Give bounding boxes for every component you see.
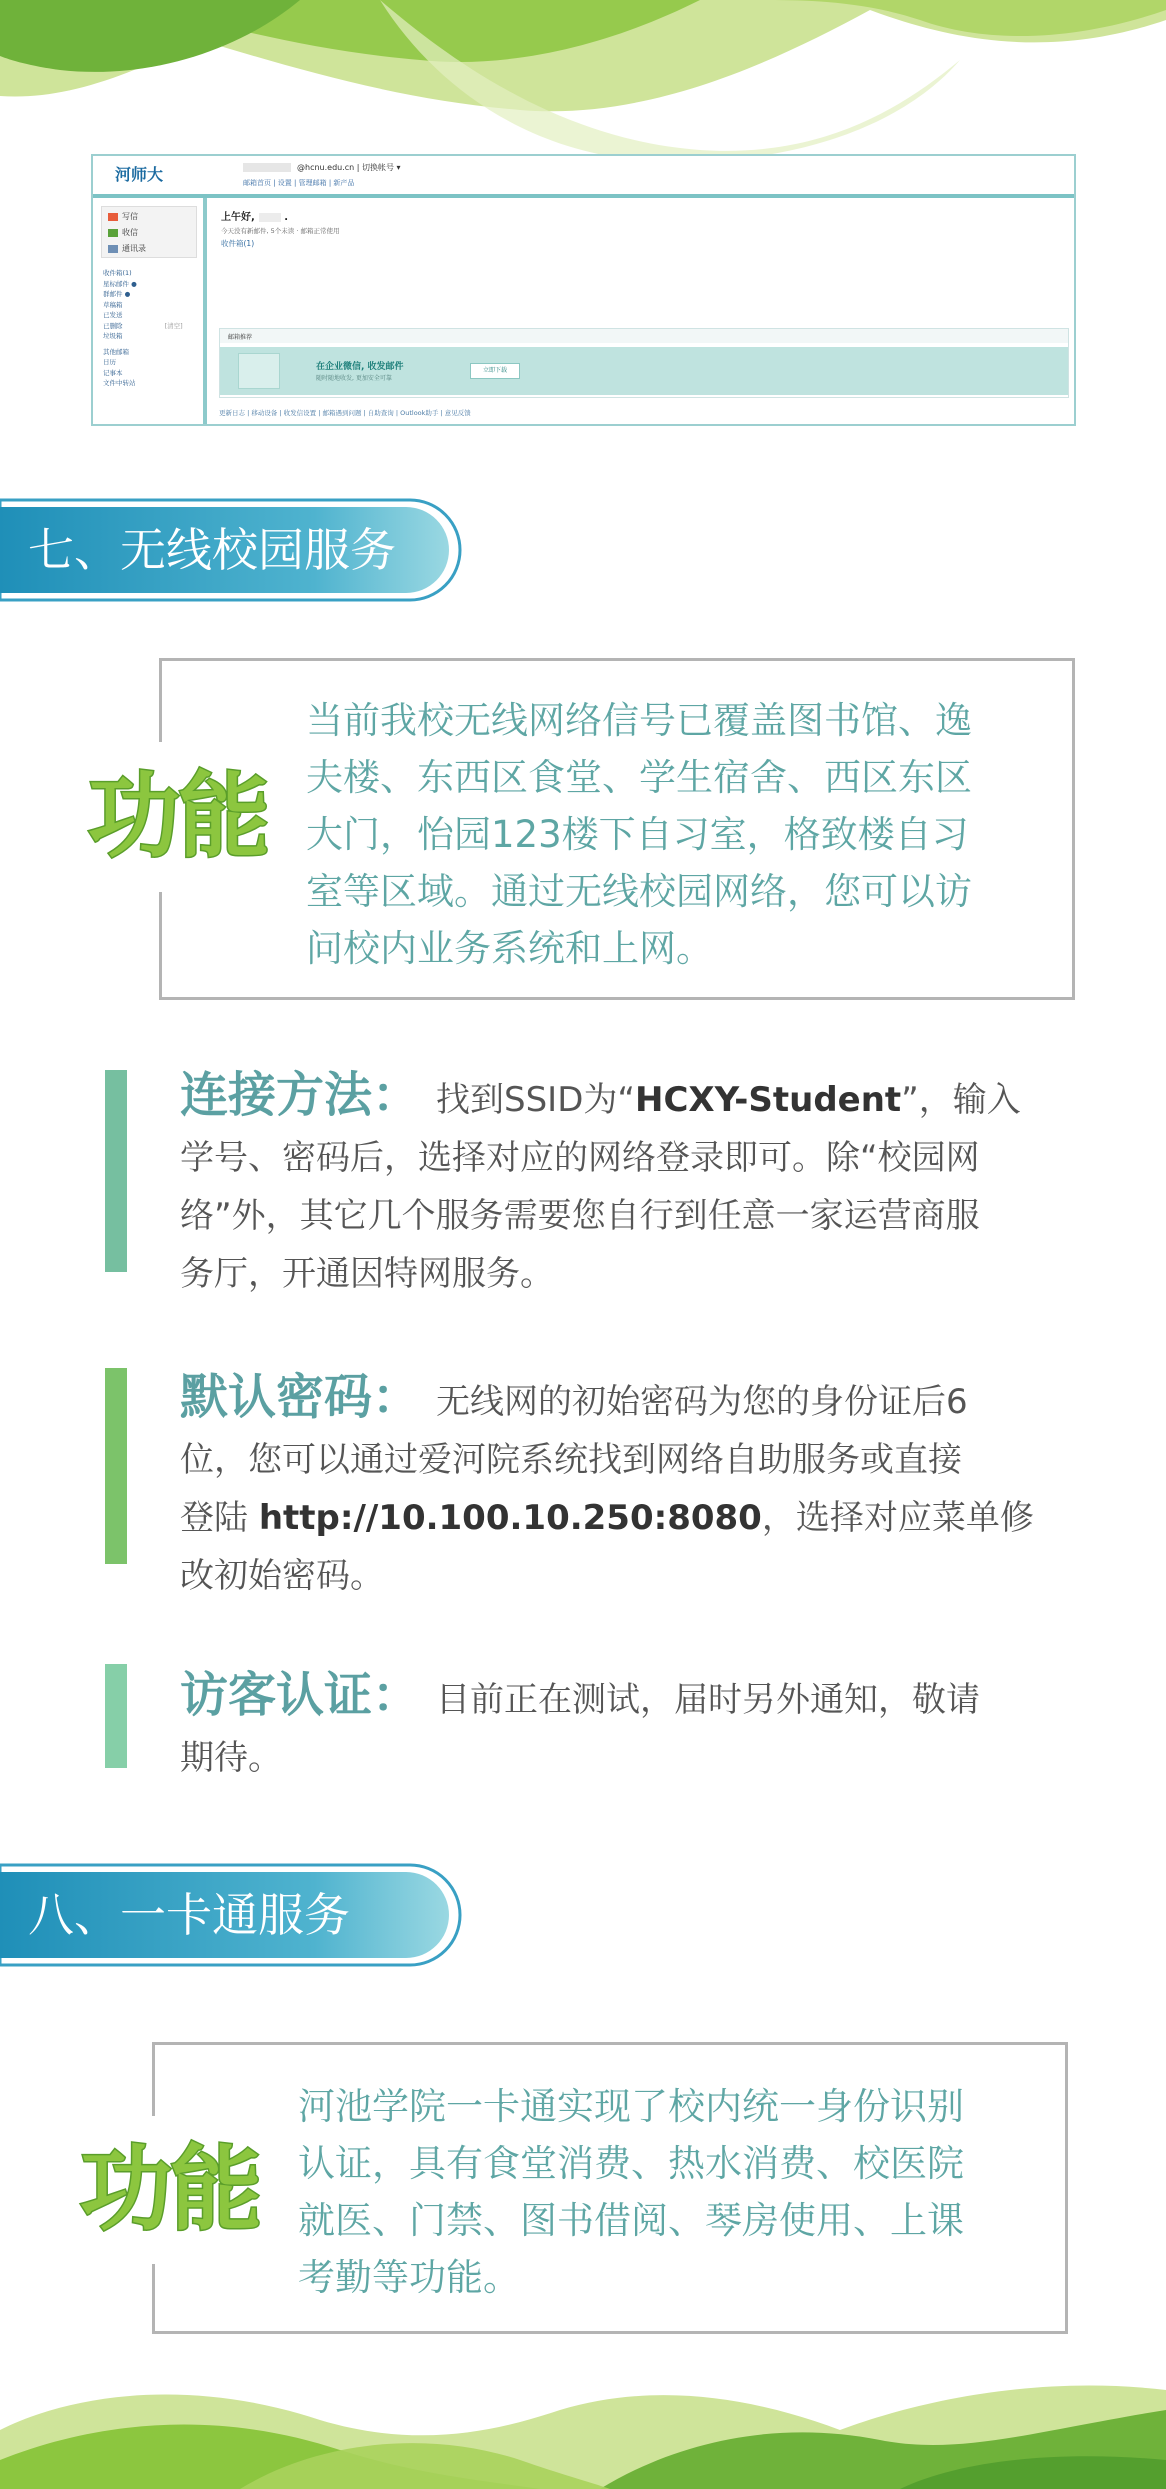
password-heading: 默认密码：: [180, 1369, 421, 1425]
section7-title: 七、无线校园服务: [28, 523, 396, 577]
default-password-block: 默认密码： 无线网的初始密码为您的身份证后6 位，您可以通过爱河院系统找到网络自助服务或直接 登陆 http://10.100.10.250:8080，选择对应菜单修 改初始密码。: [180, 1369, 1034, 1596]
mail-logo: 河师大: [115, 165, 164, 184]
visitor-accent-bar: [105, 1664, 127, 1768]
recommendation-title: 邮箱推荐: [220, 329, 1068, 343]
section8-function-label: 功能: [80, 2116, 270, 2264]
contacts-button[interactable]: 通讯录: [108, 243, 146, 254]
folder-item[interactable]: 已发送: [103, 311, 123, 319]
folder-item[interactable]: 草稿箱: [103, 300, 123, 309]
blurred-username: [243, 163, 291, 172]
folder-item[interactable]: 其他邮箱: [103, 347, 129, 356]
folder-item[interactable]: 已删除 [清空]: [103, 321, 183, 330]
email-client-screenshot: [91, 154, 1076, 426]
contacts-icon: [108, 245, 118, 253]
password-accent-bar: [105, 1368, 127, 1564]
mail-footer-links[interactable]: 更新日志 | 移动设备 | 收发信设置 | 邮箱遇到问题 | 自助查询 | Outlook助手 | 意见反馈: [219, 409, 471, 417]
sidebar-actions: [101, 206, 197, 258]
section7-function-label: 功能: [88, 742, 278, 892]
inbox-button[interactable]: 收信: [108, 227, 138, 238]
folder-item[interactable]: 星标邮件 ●: [103, 279, 137, 288]
visitor-auth-block: 访客认证： 目前正在测试，届时另外通知，敬请 期待。: [180, 1667, 981, 1778]
mail-sidebar: [93, 198, 207, 426]
greeting: 上午好, .: [221, 212, 289, 223]
mail-header: [93, 156, 1074, 198]
folder-item[interactable]: 日历: [103, 358, 116, 366]
section8-banner: [0, 1863, 462, 1967]
download-button[interactable]: 立即下载: [470, 363, 520, 379]
top-decoration: [0, 0, 1166, 160]
folder-item[interactable]: 群邮件 ●: [103, 290, 131, 298]
ssid-name: HCXY-Student: [635, 1080, 902, 1120]
recommendation-headline: 在企业微信, 收发邮件: [316, 362, 404, 372]
section8-function-text: 河池学院一卡通实现了校内统一身份识别 认证，具有食堂消费、热水消费、校医院 就医、门禁、图书借阅、琴房使用、上课 考勤等功能。: [298, 2085, 964, 2299]
mail-top-links[interactable]: 邮箱首页 | 设置 | 管理邮箱 | 新产品: [243, 179, 355, 187]
section8-title: 八、一卡通服务: [28, 1888, 350, 1942]
mail-status-line: 今天没有新邮件, 5个未读 · 邮箱正常使用: [221, 227, 340, 235]
recommendation-subtext: 随时随地收发, 更加安全可靠: [316, 375, 392, 382]
visitor-heading: 访客认证：: [180, 1667, 421, 1723]
compose-icon: [108, 213, 118, 221]
phone-illustration-icon: [238, 353, 280, 389]
connect-method-block: 连接方法： 找到SSID为“HCXY-Student”，输入 学号、密码后，选择对应的网络登录即可。除“校园网 络”外，其它几个服务需要您自行到任意一家运营商服 务厅，开通因特网服务。: [180, 1067, 1021, 1294]
folder-item[interactable]: 垃圾箱: [103, 332, 123, 340]
recommendation-banner: [220, 347, 1068, 395]
unread-link[interactable]: 收件箱(1): [221, 239, 255, 248]
connect-heading: 连接方法：: [180, 1067, 421, 1123]
receive-icon: [108, 229, 118, 237]
mail-account[interactable]: @hcnu.edu.cn | 切换帐号 ▾: [243, 162, 401, 173]
folder-list: [103, 268, 183, 389]
connect-accent-bar: [105, 1070, 127, 1272]
compose-button[interactable]: 写信: [108, 211, 138, 222]
section7-function-text: 当前我校无线网络信号已覆盖图书馆、逸 夫楼、东西区食堂、学生宿舍、西区东区 大门，怡园123楼下自习室，格致楼自习 室等区域。通过无线校园网络，您可以访 问校内业务系统和上网。: [306, 699, 972, 970]
folder-item[interactable]: 记事本: [103, 368, 123, 377]
recommendation-panel: [219, 328, 1069, 398]
self-service-url[interactable]: http://10.100.10.250:8080: [258, 1498, 762, 1538]
mail-main: [211, 198, 1076, 426]
bottom-decoration: [0, 2370, 1166, 2489]
section7-banner: [0, 498, 462, 602]
folder-item[interactable]: 文件中转站: [103, 379, 136, 387]
blurred-name: [259, 213, 281, 222]
folder-item[interactable]: 收件箱(1): [103, 269, 132, 277]
